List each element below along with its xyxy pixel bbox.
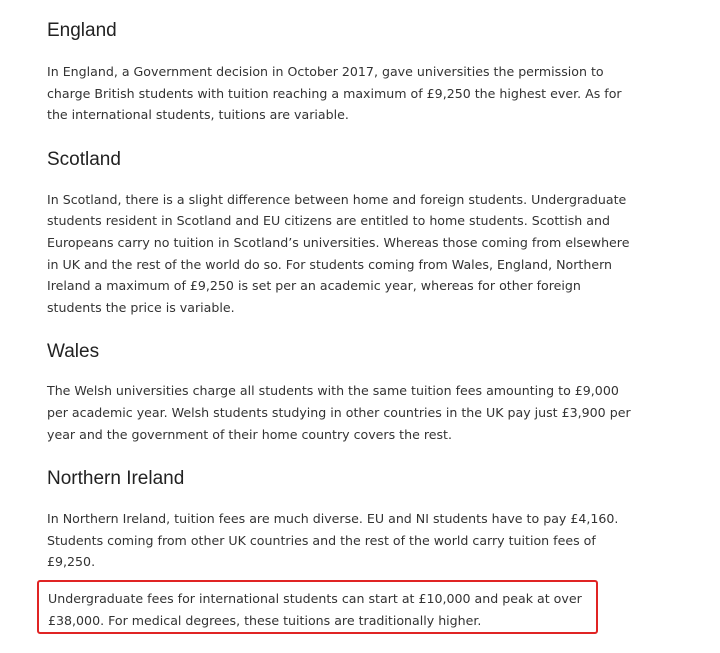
- section-body-wales: The Welsh universities charge all students with the same tuition fees amounting to £9,000 per academic year. Welsh students studying in other countries in the UK pay just £3,900 per year and the government of their home country covers the rest.: [47, 383, 631, 442]
- section-body-england: In England, a Government decision in October 2017, gave universities the permission to charge British students with tuition reaching a maximum of £9,250 the highest ever. As for the international students, tuitions are variable.: [47, 64, 622, 123]
- article-content: [47, 0, 637, 573]
- section-heading-wales: Wales: [47, 341, 100, 363]
- callout-text: Undergraduate fees for international students can start at £10,000 and peak at over £38,000. For medical degrees, these tuitions are traditionally higher.: [48, 591, 582, 628]
- section-heading-scotland: Scotland: [47, 148, 121, 170]
- section-body-scotland: In Scotland, there is a slight difference between home and foreign students. Undergraduate students resident in Scotland and EU citizens are entitled to home students. Scottish and Europeans carry no tuition in Scotland’s universities. Whereas those coming from elsewhere in UK and the rest of the world do so. For students coming from Wales, England, Northern Ireland a maximum of £9,250 is set per an academic year, whereas for other foreign students the price is variable.: [47, 191, 630, 315]
- section-heading-england: England: [47, 20, 117, 41]
- section-heading-northern-ireland: Northern Ireland: [47, 468, 185, 490]
- section-body-northern-ireland: In Northern Ireland, tuition fees are much diverse. EU and NI students have to pay £4,160. Students coming from other UK countries and the rest of the world carry tuition fees of £9,250.: [47, 511, 619, 570]
- highlight-callout-box: [37, 580, 598, 634]
